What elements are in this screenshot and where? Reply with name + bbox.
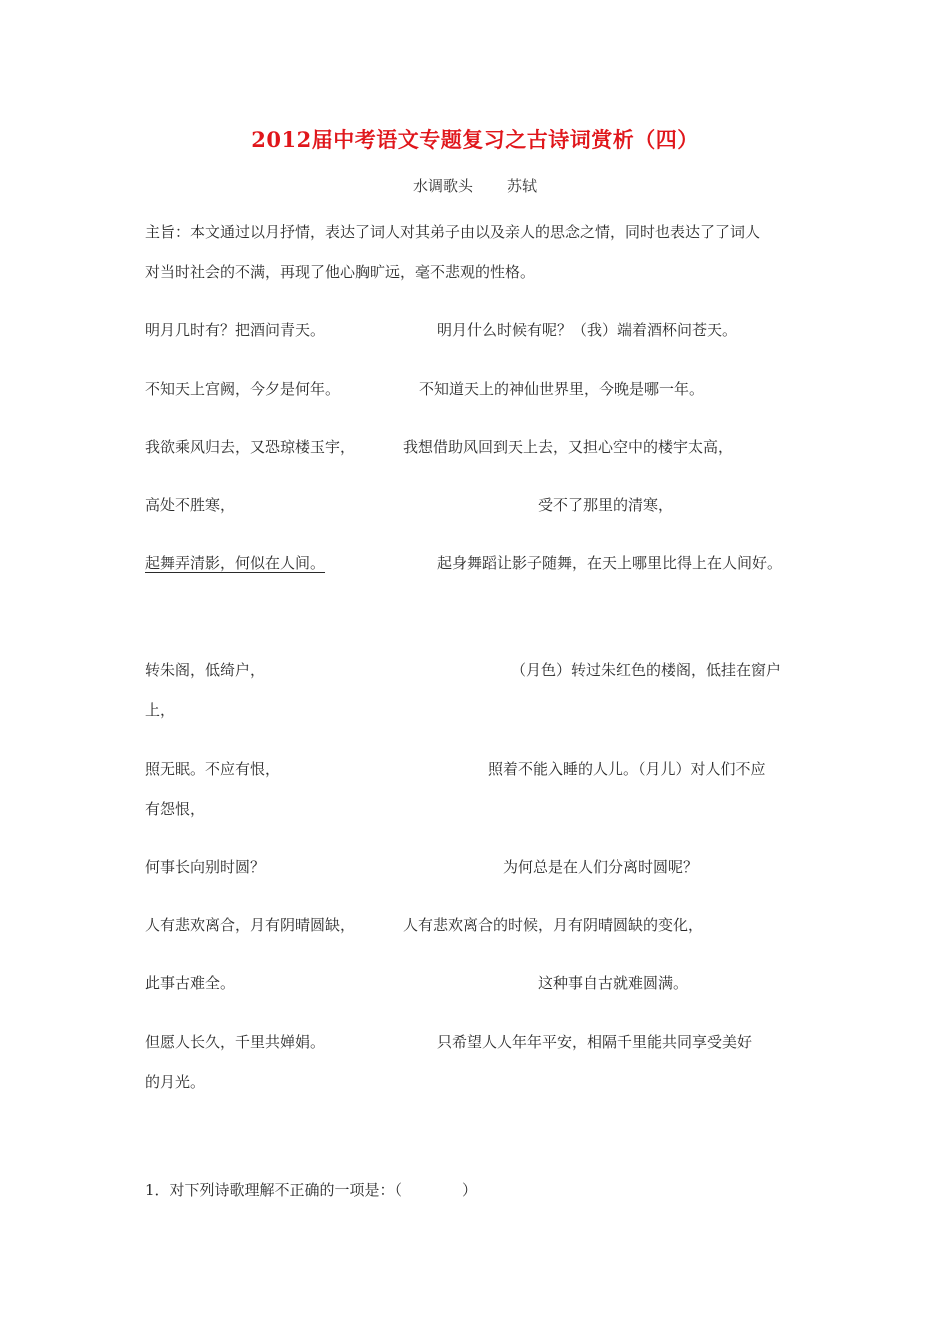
poem-line-translation: 不知道天上的神仙世界里，今晚是哪一年。 [419,380,705,398]
poem-line-translation-cont: 上， [145,701,176,719]
summary-line-1: 主旨：本文通过以月抒情，表达了词人对其弟子由以及亲人的思念之情，同时也表达了了词人 [145,223,761,241]
poem-line-translation: 受不了那里的清寒， [538,496,674,514]
summary-line-2: 对当时社会的不满，再现了他心胸旷远，毫不悲观的性格。 [145,263,536,281]
poem-line-translation: 起身舞蹈让影子随舞，在天上哪里比得上在人间好。 [437,554,783,572]
poem-heading [0,175,950,196]
poem-line-translation: （月色）转过朱红色的楼阁，低挂在窗户 [511,661,782,679]
poem-line-translation: 只希望人人年年平安，相隔千里能共同享受美好 [437,1033,753,1051]
poem-line-original: 人有悲欢离合，月有阴晴圆缺， [145,916,356,934]
poem-line-original: 但愿人长久，千里共婵娟。 [145,1033,326,1051]
poem-line-original: 不知天上宫阙，今夕是何年。 [145,380,341,398]
question-1: 1．对下列诗歌理解不正确的一项是：（ ） [145,1181,478,1199]
poem-line-original: 明月几时有？把酒问青天。 [145,321,326,339]
poem-line-original-underlined: 起舞弄清影，何似在人间。 [145,554,326,572]
poem-line-translation: 为何总是在人们分离时圆呢？ [503,858,699,876]
document-title: 2012届中考语文专题复习之古诗词赏析（四） [251,127,699,152]
poem-line-original: 转朱阁，低绮户， [145,661,266,679]
poem-line-translation: 照着不能入睡的人儿。（月儿）对人们不应 [488,760,766,778]
poem-line-original: 照无眠。不应有恨， [145,760,281,778]
poem-line-translation: 这种事自古就难圆满。 [538,974,689,992]
poem-line-original: 何事长向别时圆？ [145,858,266,876]
poem-author: 苏轼 [507,177,538,195]
poem-line-original: 我欲乘风归去，又恐琼楼玉宇， [145,438,356,456]
poem-line-original: 此事古难全。 [145,974,236,992]
poem-line-translation: 明月什么时候有呢？（我）端着酒杯问苍天。 [437,321,738,339]
poem-line-translation: 我想借助风回到天上去，又担心空中的楼宇太高， [403,438,734,456]
poem-title: 水调歌头 [412,177,473,195]
poem-line-translation: 人有悲欢离合的时候，月有阴晴圆缺的变化， [403,916,704,934]
poem-line-translation-cont: 有怨恨， [145,800,206,818]
poem-line-translation-cont: 的月光。 [145,1073,206,1091]
poem-line-original: 高处不胜寒， [145,496,236,514]
